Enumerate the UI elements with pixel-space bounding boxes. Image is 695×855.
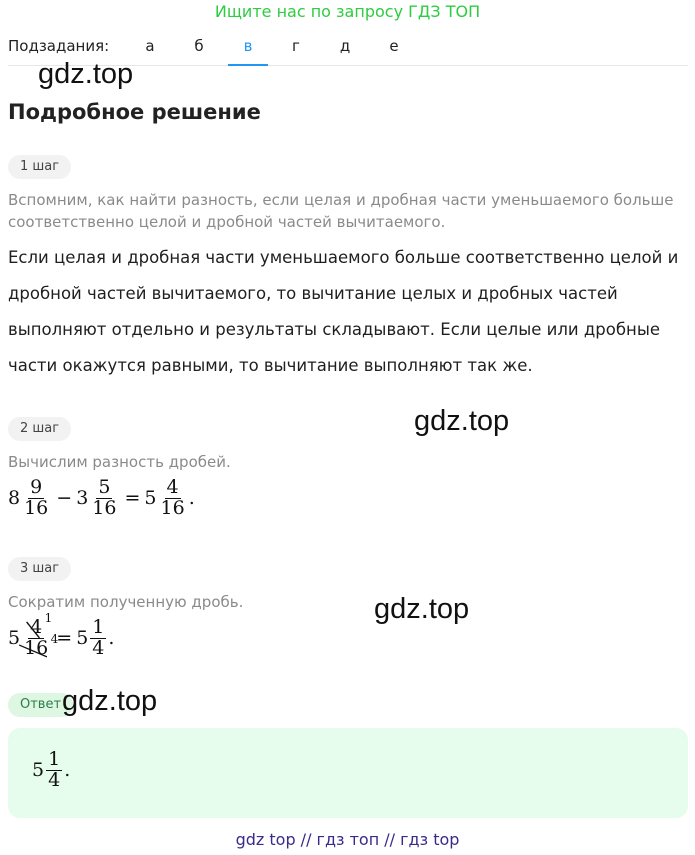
numerator: 5 [98, 476, 111, 498]
tab-subtask-e[interactable]: е [389, 37, 399, 55]
fraction [46, 750, 62, 791]
page-title: Подробное решение [8, 100, 261, 124]
reduced-fraction [22, 611, 59, 659]
fraction [90, 618, 106, 659]
numerator: 1 [92, 616, 105, 638]
fraction [22, 478, 50, 519]
whole-part: 5 [8, 627, 21, 650]
numerator: 9 [30, 476, 43, 498]
numerator: 4 [166, 476, 179, 498]
equals-sign: = [124, 487, 141, 510]
fraction [159, 478, 187, 519]
step-1-text: Если целая и дробная части уменьшаемого больше соответственно целой и дробной частей вычитаемого, то вычитание целых и дробных частей выполняют отдельно и результаты складывают. Если целые или дробные части окажутся равными, то вычитание выполняют так же. [8, 248, 679, 375]
whole-part: 8 [8, 487, 21, 510]
watermark: gdz.top [414, 405, 510, 437]
answer-formula [32, 750, 70, 791]
step-badge-1: 1 шаг [8, 155, 71, 179]
fraction [90, 478, 118, 519]
footer-links[interactable]: gdz top // гдз топ // гдз top [235, 830, 460, 849]
denominator: 4 [92, 636, 105, 659]
tab-subtask-d[interactable]: д [339, 37, 351, 55]
step-2-formula [8, 478, 195, 519]
watermark: gdz.top [62, 685, 158, 717]
denominator: 16 [24, 496, 49, 519]
watermark: gdz.top [374, 593, 470, 625]
step-2-hint: Вычислим разность дробей. [8, 453, 231, 471]
period: . [64, 759, 71, 782]
crossed-numerator: 4 1 [28, 618, 44, 639]
tab-subtask-v[interactable]: в [228, 37, 268, 66]
answer-badge: Ответ [8, 693, 73, 717]
tab-subtask-a[interactable]: а [145, 37, 155, 55]
tab-subtask-g[interactable]: г [292, 37, 300, 55]
denominator: 16 [160, 496, 185, 519]
denominator: 4 [48, 768, 61, 791]
search-banner: Ищите нас по запросу ГДЗ ТОП [214, 2, 481, 21]
step-3-formula [8, 611, 115, 659]
whole-part: 5 [32, 759, 45, 782]
reduced-denominator: 4 [50, 631, 59, 646]
period: . [108, 627, 115, 650]
step-3-hint: Сократим полученную дробь. [8, 593, 244, 611]
whole-part: 5 [76, 627, 89, 650]
strike-line-icon [19, 641, 47, 661]
whole-part: 5 [144, 487, 157, 510]
period: . [188, 487, 195, 510]
denominator: 16 [92, 496, 117, 519]
step-badge-3: 3 шаг [8, 557, 71, 581]
reduced-numerator: 1 [44, 611, 53, 625]
minus-sign: − [56, 487, 73, 510]
whole-part: 3 [76, 487, 89, 510]
answer-box [8, 728, 688, 818]
crossed-denominator: 16 4 [22, 639, 50, 659]
equals-sign: = [56, 627, 73, 650]
step-badge-2: 2 шаг [8, 417, 71, 441]
subtasks-label: Подзадания: [8, 37, 110, 55]
tab-subtask-b[interactable]: б [194, 37, 204, 55]
watermark: gdz.top [38, 58, 134, 90]
numerator: 1 [48, 748, 61, 770]
step-1-hint: Вспомним, как найти разность, если целая и дробная части уменьшаемого больше соответственно целой и дробной частей вычитаемого. [8, 191, 674, 231]
